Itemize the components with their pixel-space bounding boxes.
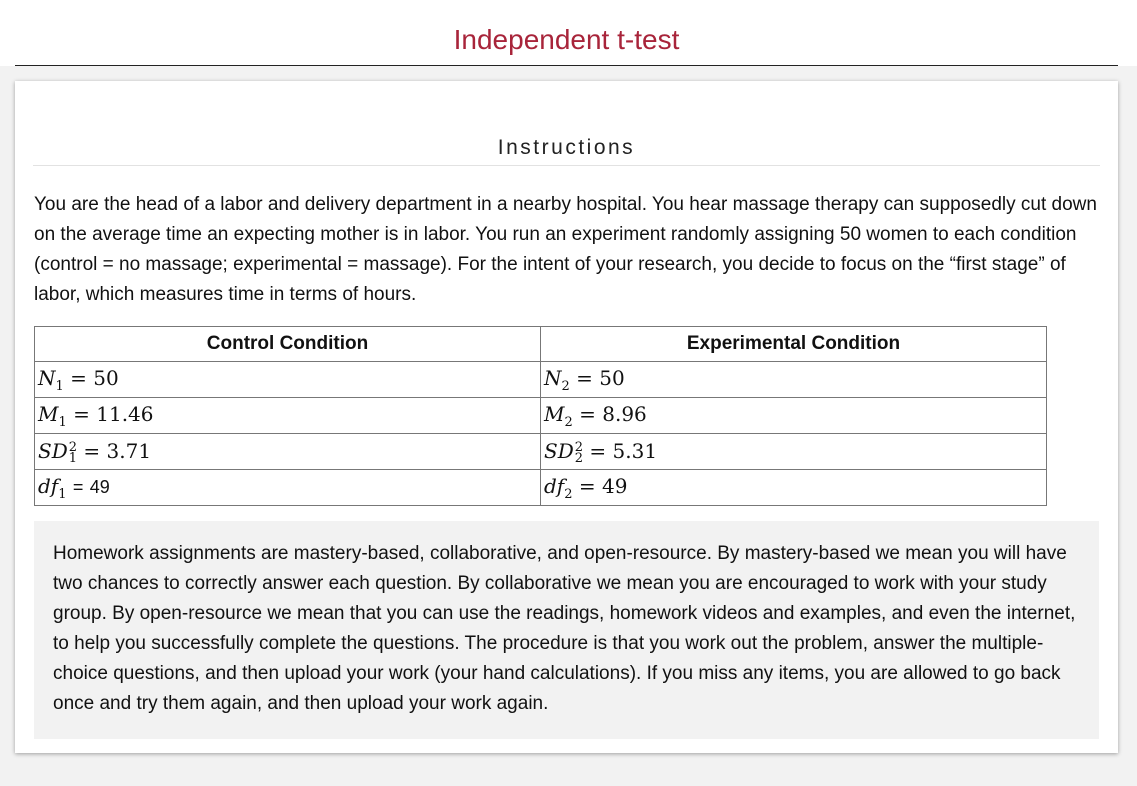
section-divider bbox=[33, 165, 1100, 166]
homework-note-text: Homework assignments are mastery-based, collaborative, and open-resource. By mastery-based we mean you will have two chances to correctly answer each question. By collaborative we mean you are encouraged to work with your study group. By open-resource we mean that you can use the readings, homework videos and examples, and even the internet, to help you successfully complete the questions. The procedure is that you work out the problem, answer the multiple-choice questions, and then upload your work (your hand calculations). If you miss any items, you are allowed to go back once and try them again, and then upload your work again. bbox=[53, 543, 1076, 714]
table-row bbox=[35, 362, 1047, 398]
table-row bbox=[35, 470, 1047, 506]
experimental-n-cell: $N_2 = 50$ bbox=[541, 362, 1047, 398]
control-df-value: 49 bbox=[89, 476, 110, 497]
instructions-paragraph: You are the head of a labor and delivery department in a nearby hospital. You hear massage therapy can supposedly cut down on the average time an expecting mother is in labor. You run an experiment randomly assigning 50 women to each condition (control = no massage; experimental = massage). For the intent of your research, you decide to focus on the “first stage” of labor, which measures time in terms of hours. bbox=[34, 194, 1097, 305]
control-condition-header: Control Condition bbox=[35, 327, 541, 362]
experimental-mean-value: 8.96 bbox=[602, 401, 647, 426]
table-row bbox=[35, 398, 1047, 434]
experimental-variance-value: 5.31 bbox=[612, 439, 658, 464]
instructions-heading: Instructions bbox=[497, 136, 636, 159]
control-mean-cell: $M_1 = 11.46$ bbox=[35, 398, 541, 434]
content-card bbox=[15, 81, 1118, 753]
statistics-table bbox=[34, 326, 1047, 506]
control-n-cell: $N_1 = 50$ bbox=[35, 362, 541, 398]
control-variance-cell: SD 2 1 = 3.71 bbox=[35, 434, 541, 470]
homework-note bbox=[34, 521, 1099, 739]
experimental-variance-cell: SD 2 2 = 5.31 bbox=[541, 434, 1047, 470]
page-header bbox=[0, 0, 1137, 66]
page-title: Independent t-test bbox=[453, 24, 680, 55]
table-row bbox=[35, 434, 1047, 470]
experimental-df-value: 49 bbox=[601, 473, 628, 498]
header-divider bbox=[15, 65, 1118, 66]
control-n-value: 50 bbox=[93, 365, 119, 390]
table-header-row bbox=[35, 327, 1047, 362]
control-variance-value: 3.71 bbox=[106, 439, 152, 464]
experimental-mean-cell: $M_2 = 8.96$ bbox=[541, 398, 1047, 434]
experimental-df-cell: $df_2 = 49$ bbox=[541, 470, 1047, 506]
experimental-n-value: 50 bbox=[599, 365, 625, 390]
experimental-condition-header: Experimental Condition bbox=[541, 327, 1047, 362]
control-df-cell: $df_1 = 49$ bbox=[35, 470, 541, 506]
control-mean-value: 11.46 bbox=[96, 401, 154, 426]
